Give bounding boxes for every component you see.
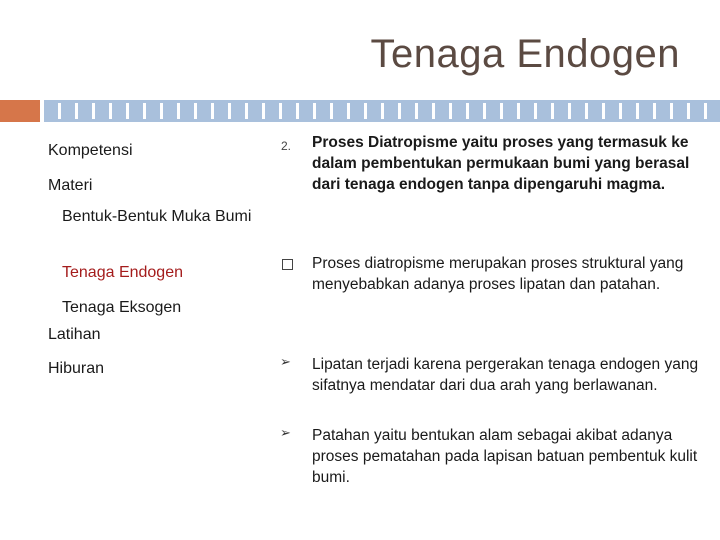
nav-link-latihan[interactable]: Latihan <box>48 326 101 343</box>
nav-link-bentuk-muka-bumi[interactable]: Bentuk-Bentuk Muka Bumi <box>62 208 252 225</box>
nav-link-kompetensi[interactable]: Kompetensi <box>48 142 133 159</box>
nav-link-materi[interactable]: Materi <box>48 177 93 194</box>
arrow-bullet-icon: ➢ <box>280 355 291 370</box>
list-number: 2. <box>281 139 292 153</box>
arrow-bullet-icon: ➢ <box>280 426 291 441</box>
paragraph-lipatan: Lipatan terjadi karena pergerakan tenaga endogen yang sifatnya mendatar dari dua arah yang berlawanan. <box>312 356 699 394</box>
nav-link-tenaga-eksogen[interactable]: Tenaga Eksogen <box>62 299 182 316</box>
paragraph-diatropisme-structural: Proses diatropisme merupakan proses struktural yang menyebabkan adanya proses lipatan dan patahan. <box>312 255 684 293</box>
navigation-menu <box>0 0 300 540</box>
paragraph-patahan: Patahan yaitu bentukan alam sebagai akibat adanya proses pematahan pada lapisan batuan pembentuk kulit bumi. <box>312 427 698 486</box>
nav-link-hiburan[interactable]: Hiburan <box>48 360 105 377</box>
nav-link-tenaga-endogen[interactable]: Tenaga Endogen <box>62 264 183 281</box>
paragraph-diatropisme-definition: Proses Diatropisme yaitu proses yang termasuk ke dalam pembentukan permukaan bumi yang berasal dari tenaga endogen tanpa dipengaruhi magma. <box>312 134 690 193</box>
slide-title: Tenaga Endogen <box>370 32 680 76</box>
square-bullet-icon <box>282 259 293 270</box>
